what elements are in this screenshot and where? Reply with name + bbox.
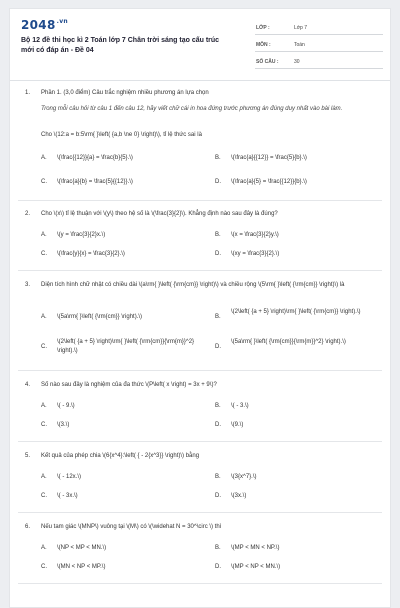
option-key: D. bbox=[215, 493, 221, 499]
meta-row-count bbox=[255, 54, 383, 69]
option-text: \(xy = \frac{3}{2}.\) bbox=[231, 251, 280, 257]
option-text: \(y = \frac{3}{2}x.\) bbox=[57, 232, 106, 238]
exam-meta bbox=[255, 20, 383, 71]
question-divider bbox=[18, 270, 382, 271]
option-text: \(3{x^7}.\) bbox=[231, 474, 257, 480]
question-number: 2. bbox=[25, 211, 31, 217]
option-text: \(MP < NP < MN.\) bbox=[231, 564, 281, 570]
meta-label: MÔN : bbox=[256, 42, 271, 48]
option-text: \(MN < NP < MP.\) bbox=[57, 564, 106, 570]
option-text: \(NP < MP < MN.\) bbox=[57, 545, 107, 551]
option-key: A. bbox=[41, 314, 47, 320]
option-text: \( - 9.\) bbox=[57, 403, 75, 409]
question-divider bbox=[18, 370, 382, 371]
option-key: C. bbox=[41, 251, 47, 257]
question-number: 1. bbox=[25, 90, 31, 96]
option-text: \( - 3x.\) bbox=[57, 493, 78, 499]
option-text: \(\frac{a}{5} = \frac{{12}}{b}.\) bbox=[231, 179, 307, 185]
option-key: B. bbox=[215, 314, 221, 320]
option-key: C. bbox=[41, 422, 47, 428]
part-instruction: Trong mỗi câu hỏi từ câu 1 đến câu 12, hãy viết chữ cái in hoa đứng trước phương án đúng duy nhất vào bài làm. bbox=[41, 106, 343, 112]
option-key: A. bbox=[41, 155, 47, 161]
question-divider bbox=[18, 583, 382, 584]
question-number: 5. bbox=[25, 453, 31, 459]
option-key: A. bbox=[41, 474, 47, 480]
option-text: \(3x.\) bbox=[231, 493, 247, 499]
option-text: \(\frac{a}{b} = \frac{5}{{12}}.\) bbox=[57, 179, 133, 185]
question-stem: Nếu tam giác \(MNP\) vuông tại \(M\) có \(\widehat N = 30^\circ \) thì bbox=[41, 524, 222, 530]
option-text: \(\frac{y}{x} = \frac{3}{2}.\) bbox=[57, 251, 125, 257]
option-text: \(\frac{a}{{12}} = \frac{5}{b}.\) bbox=[231, 155, 307, 161]
option-key: D. bbox=[215, 251, 221, 257]
option-key: B. bbox=[215, 545, 221, 551]
option-text: \(5a\rm{ }\left( {\rm{cm}} \right).\) bbox=[57, 314, 143, 320]
option-text: \( - 12x.\) bbox=[57, 474, 82, 480]
option-key: C. bbox=[41, 344, 47, 350]
question-stem: Cho \(12:a = b:5\rm{ }\left( {a,b \ne 0} \right)\), tỉ lệ thức sai là bbox=[41, 132, 202, 138]
meta-row-grade bbox=[255, 20, 383, 35]
header-divider bbox=[10, 80, 390, 81]
option-key: A. bbox=[41, 403, 47, 409]
option-key: B. bbox=[215, 403, 221, 409]
option-text: \(9.\) bbox=[231, 422, 244, 428]
question-stem: Số nào sau đây là nghiệm của đa thức \(P\left( x \right) = 3x + 9\)? bbox=[41, 382, 217, 388]
option-key: D. bbox=[215, 344, 221, 350]
option-key: B. bbox=[215, 474, 221, 480]
meta-value: Toán bbox=[294, 42, 305, 48]
meta-label: SỐ CÂU : bbox=[256, 59, 279, 65]
option-text: \(MP < MN < NP.\) bbox=[231, 545, 280, 551]
option-text: \(x = \frac{3}{2}y.\) bbox=[231, 232, 279, 238]
option-key: B. bbox=[215, 155, 221, 161]
question-divider bbox=[18, 512, 382, 513]
question-divider bbox=[18, 200, 382, 201]
option-text: \(2\left( {a + 5} \right)\rm{ }\left( {\rm{cm}} \right).\) bbox=[231, 309, 361, 315]
option-text: \( - 3.\) bbox=[231, 403, 249, 409]
meta-value: Lớp 7 bbox=[294, 25, 308, 31]
option-key: D. bbox=[215, 564, 221, 570]
question-stem: Kết quả của phép chia \(6{x^4}:\left( { - 2{x^3}} \right)\) bằng bbox=[41, 453, 200, 459]
meta-label: LỚP : bbox=[256, 25, 270, 31]
part-heading: Phần 1. (3,0 điểm) Câu trắc nghiệm nhiều phương án lựa chọn bbox=[41, 90, 209, 96]
question-stem: Cho \(x\) tỉ lệ thuận với \(y\) theo hệ số là \(\frac{3}{2}\). Khẳng định nào sau đây là đúng? bbox=[41, 211, 278, 217]
option-key: D. bbox=[215, 422, 221, 428]
option-key: C. bbox=[41, 564, 47, 570]
question-number: 4. bbox=[25, 382, 31, 388]
option-key: A. bbox=[41, 545, 47, 551]
question-divider bbox=[18, 441, 382, 442]
exam-title: Bộ 12 đề thi học kì 2 Toán lớp 7 Chân trời sáng tạo cấu trúc mới có đáp án - Đề 04 bbox=[21, 37, 220, 54]
meta-row-subject bbox=[255, 37, 383, 52]
question-number: 3. bbox=[25, 282, 31, 288]
option-key: A. bbox=[41, 232, 47, 238]
exam-page bbox=[9, 8, 391, 608]
option-text: \(5a\rm{ }\left( {\rm{cm}}{\rm{m}}^2} \right).\) bbox=[231, 339, 346, 345]
option-key: C. bbox=[41, 179, 47, 185]
logo-suffix: .vn bbox=[56, 18, 68, 25]
question-stem: Diện tích hình chữ nhật có chiều dài \(a\rm{ }\left( {\rm{cm}} \right)\) và chiều rộng \(5\rm{ }\left( {\rm{cm}} \right)\) là bbox=[41, 282, 345, 288]
meta-value: 30 bbox=[294, 59, 300, 65]
logo-text: 2048 bbox=[21, 18, 56, 32]
page-header bbox=[10, 9, 390, 69]
option-key: C. bbox=[41, 493, 47, 499]
option-text: \(\frac{{12}}{a} = \frac{b}{5}.\) bbox=[57, 155, 133, 161]
question-number: 6. bbox=[25, 524, 31, 530]
option-text: \(3.\) bbox=[57, 422, 70, 428]
site-logo[interactable] bbox=[21, 18, 68, 32]
option-key: B. bbox=[215, 232, 221, 238]
option-key: D. bbox=[215, 179, 221, 185]
option-text: \(2\left( {a + 5} \right)\rm{ }\left( {\rm{cm}}{\rm{m}}^2} \right).\) bbox=[57, 339, 195, 354]
